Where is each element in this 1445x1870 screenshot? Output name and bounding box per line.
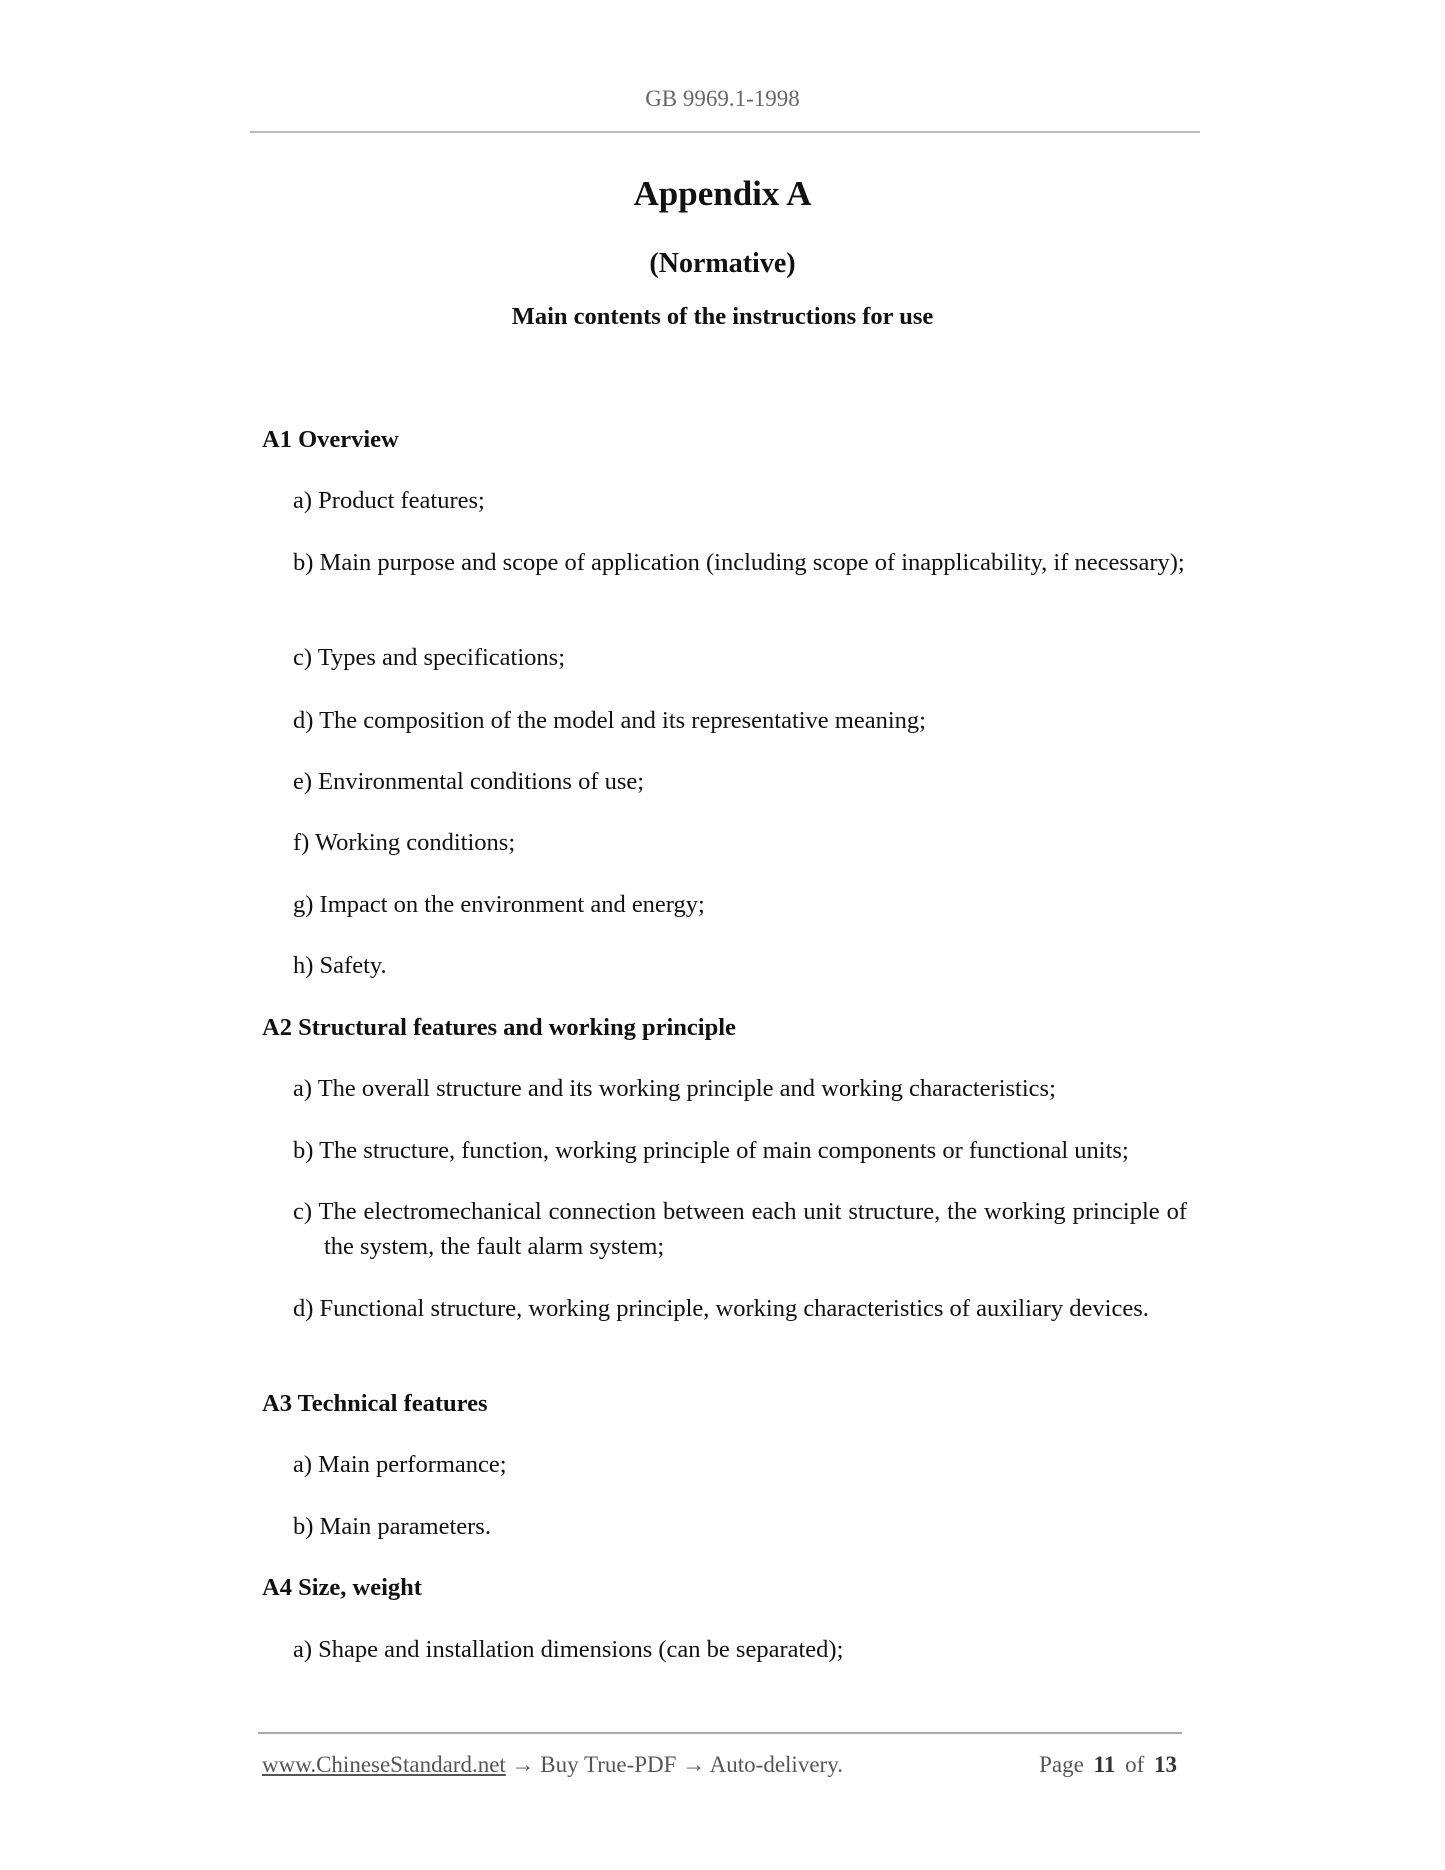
page-current: 11 — [1093, 1752, 1116, 1777]
list-item: e) Environmental conditions of use; — [293, 768, 645, 795]
list-item: d) The composition of the model and its representative meaning; — [293, 707, 926, 734]
section-heading-a1: A1 Overview — [262, 426, 399, 453]
list-item: a) Product features; — [293, 487, 485, 514]
chinesestandard-link[interactable]: www.ChineseStandard.net — [262, 1752, 506, 1777]
page-label: Page — [1039, 1752, 1084, 1777]
footer-delivery-text: Auto-delivery. — [709, 1752, 843, 1777]
list-item: b) The structure, function, working principle of main components or functional units; — [293, 1137, 1129, 1164]
page-number — [1039, 1752, 1177, 1778]
section-heading-a3: A3 Technical features — [262, 1390, 488, 1417]
appendix-title: Appendix A — [633, 174, 812, 213]
header-doc-id: GB 9969.1-1998 — [645, 86, 800, 111]
list-item: f) Working conditions; — [293, 829, 516, 856]
list-item: b) Main parameters. — [293, 1513, 491, 1540]
arrow-icon: → — [511, 1752, 535, 1777]
list-item: d) Functional structure, working principle, working characteristics of auxiliary devices. — [293, 1295, 1149, 1322]
header-divider — [250, 131, 1200, 133]
arrow-icon: → — [682, 1752, 706, 1777]
list-item: a) Main performance; — [293, 1451, 507, 1478]
page-total: 13 — [1154, 1752, 1177, 1777]
list-item: a) The overall structure and its working principle and working characteristics; — [293, 1075, 1056, 1102]
appendix-subtitle: Main contents of the instructions for use — [511, 303, 934, 330]
footer-divider — [258, 1732, 1182, 1734]
appendix-type: (Normative) — [649, 248, 796, 279]
list-item: h) Safety. — [293, 952, 387, 979]
footer-links — [262, 1752, 843, 1778]
list-item: g) Impact on the environment and energy; — [293, 891, 705, 918]
list-item: c) The electromechanical connection between each unit structure, the working principle of the system, the fault alarm system; — [293, 1198, 1187, 1260]
footer-buy-text: Buy True-PDF — [540, 1752, 677, 1777]
list-item: c) Types and specifications; — [293, 644, 566, 671]
list-item: a) Shape and installation dimensions (can be separated); — [293, 1636, 844, 1663]
of-label: of — [1125, 1752, 1145, 1777]
list-item: b) Main purpose and scope of application (including scope of inapplicability, if necessary); — [293, 549, 1185, 576]
section-heading-a4: A4 Size, weight — [262, 1574, 422, 1601]
section-heading-a2: A2 Structural features and working principle — [262, 1014, 736, 1041]
